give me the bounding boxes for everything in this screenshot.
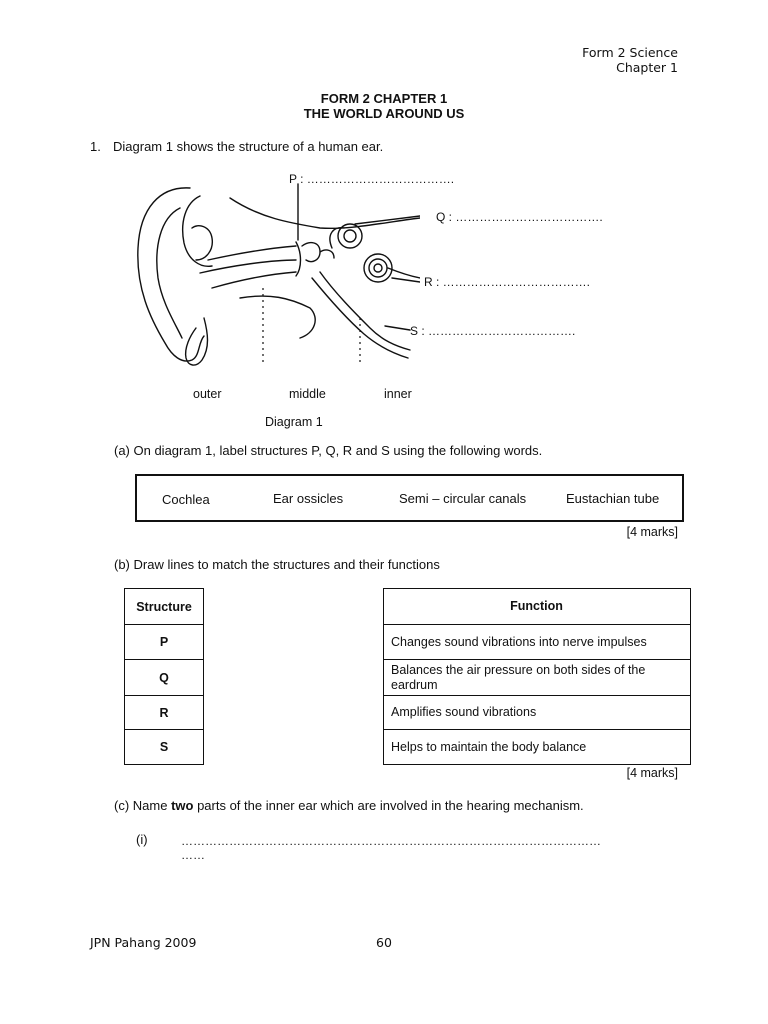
ear-canal-top	[208, 246, 296, 260]
part-a-marks: [4 marks]	[626, 525, 678, 539]
word-bank-box	[135, 474, 684, 522]
region-inner: inner	[384, 387, 412, 401]
part-b-instruction: (b) Draw lines to match the structures and their functions	[114, 557, 440, 572]
question-number: 1.	[90, 139, 101, 154]
word-semicircular-canals: Semi – circular canals	[399, 491, 527, 506]
auditory-nerve	[388, 268, 420, 278]
function-table	[383, 588, 691, 765]
diagram-caption: Diagram 1	[265, 415, 323, 429]
question-text: Diagram 1 shows the structure of a human ear.	[113, 139, 384, 154]
structure-table	[124, 588, 204, 765]
question-1	[90, 139, 383, 154]
footer-source: JPN Pahang 2009	[90, 935, 197, 950]
canal-wall	[200, 260, 296, 273]
page-title	[0, 91, 768, 121]
pinna-inner-fold	[157, 208, 182, 338]
part-a-instruction: (a) On diagram 1, label structures P, Q, R and S using the following words.	[114, 443, 543, 458]
skull-line	[230, 198, 420, 228]
ear-canal-bottom	[212, 272, 296, 288]
word-eustachian-tube: Eustachian tube	[566, 491, 660, 506]
function-cell-2: Balances the air pressure on both sides of the eardrum	[384, 660, 691, 696]
region-middle: middle	[289, 387, 326, 401]
label-s: S : ……………………………….	[410, 324, 576, 338]
header-chapter: Chapter 1	[616, 60, 678, 75]
part-c-item-i-label: (i)	[136, 832, 148, 847]
cochlea-inner	[374, 264, 382, 272]
word-ear-ossicles: Ear ossicles	[273, 491, 344, 506]
part-c-text-before: (c) Name	[114, 798, 172, 813]
structure-cell-s: S	[125, 730, 204, 765]
title-line-1: FORM 2 CHAPTER 1	[320, 91, 448, 106]
concha	[192, 226, 212, 260]
function-cell-3: Amplifies sound vibrations	[384, 696, 691, 730]
pointer-r	[392, 278, 420, 282]
answer-line-2[interactable]: ……	[181, 848, 205, 862]
structure-cell-p: P	[125, 625, 204, 660]
cochlea-mid	[369, 259, 387, 277]
structure-cell-q: Q	[125, 660, 204, 696]
word-cochlea: Cochlea	[162, 492, 210, 507]
page-number: 60	[376, 935, 392, 950]
part-b-marks: [4 marks]	[626, 766, 678, 780]
label-q: Q : ……………………………….	[436, 210, 603, 224]
semicircular-canal-2	[344, 230, 356, 242]
pinna-fold-2	[183, 196, 212, 266]
part-c-emphasis: two	[171, 798, 194, 813]
part-c-instruction	[114, 798, 584, 813]
pointer-s	[385, 326, 410, 330]
structure-cell-r: R	[125, 696, 204, 730]
eustachian-tube-1	[320, 272, 410, 350]
ear-diagram	[120, 168, 420, 378]
ossicles	[302, 243, 334, 262]
answer-line-1[interactable]: ……………………………………………………………………………………………	[181, 834, 601, 848]
skull-lower	[240, 296, 315, 338]
part-c-text-after: parts of the inner ear which are involved in the hearing mechanism.	[193, 798, 584, 813]
eardrum	[296, 242, 301, 276]
title-line-2: THE WORLD AROUND US	[303, 106, 465, 121]
earlobe	[186, 318, 208, 365]
label-p: P : ……………………………….	[289, 172, 455, 186]
function-header: Function	[384, 589, 691, 625]
function-cell-1: Changes sound vibrations into nerve impulses	[384, 625, 691, 660]
header-subject: Form 2 Science	[582, 45, 678, 60]
structure-header: Structure	[125, 589, 204, 625]
function-cell-4: Helps to maintain the body balance	[384, 730, 691, 765]
label-r: R : ……………………………….	[424, 275, 591, 289]
region-outer: outer	[193, 387, 222, 401]
page-header	[582, 45, 678, 75]
